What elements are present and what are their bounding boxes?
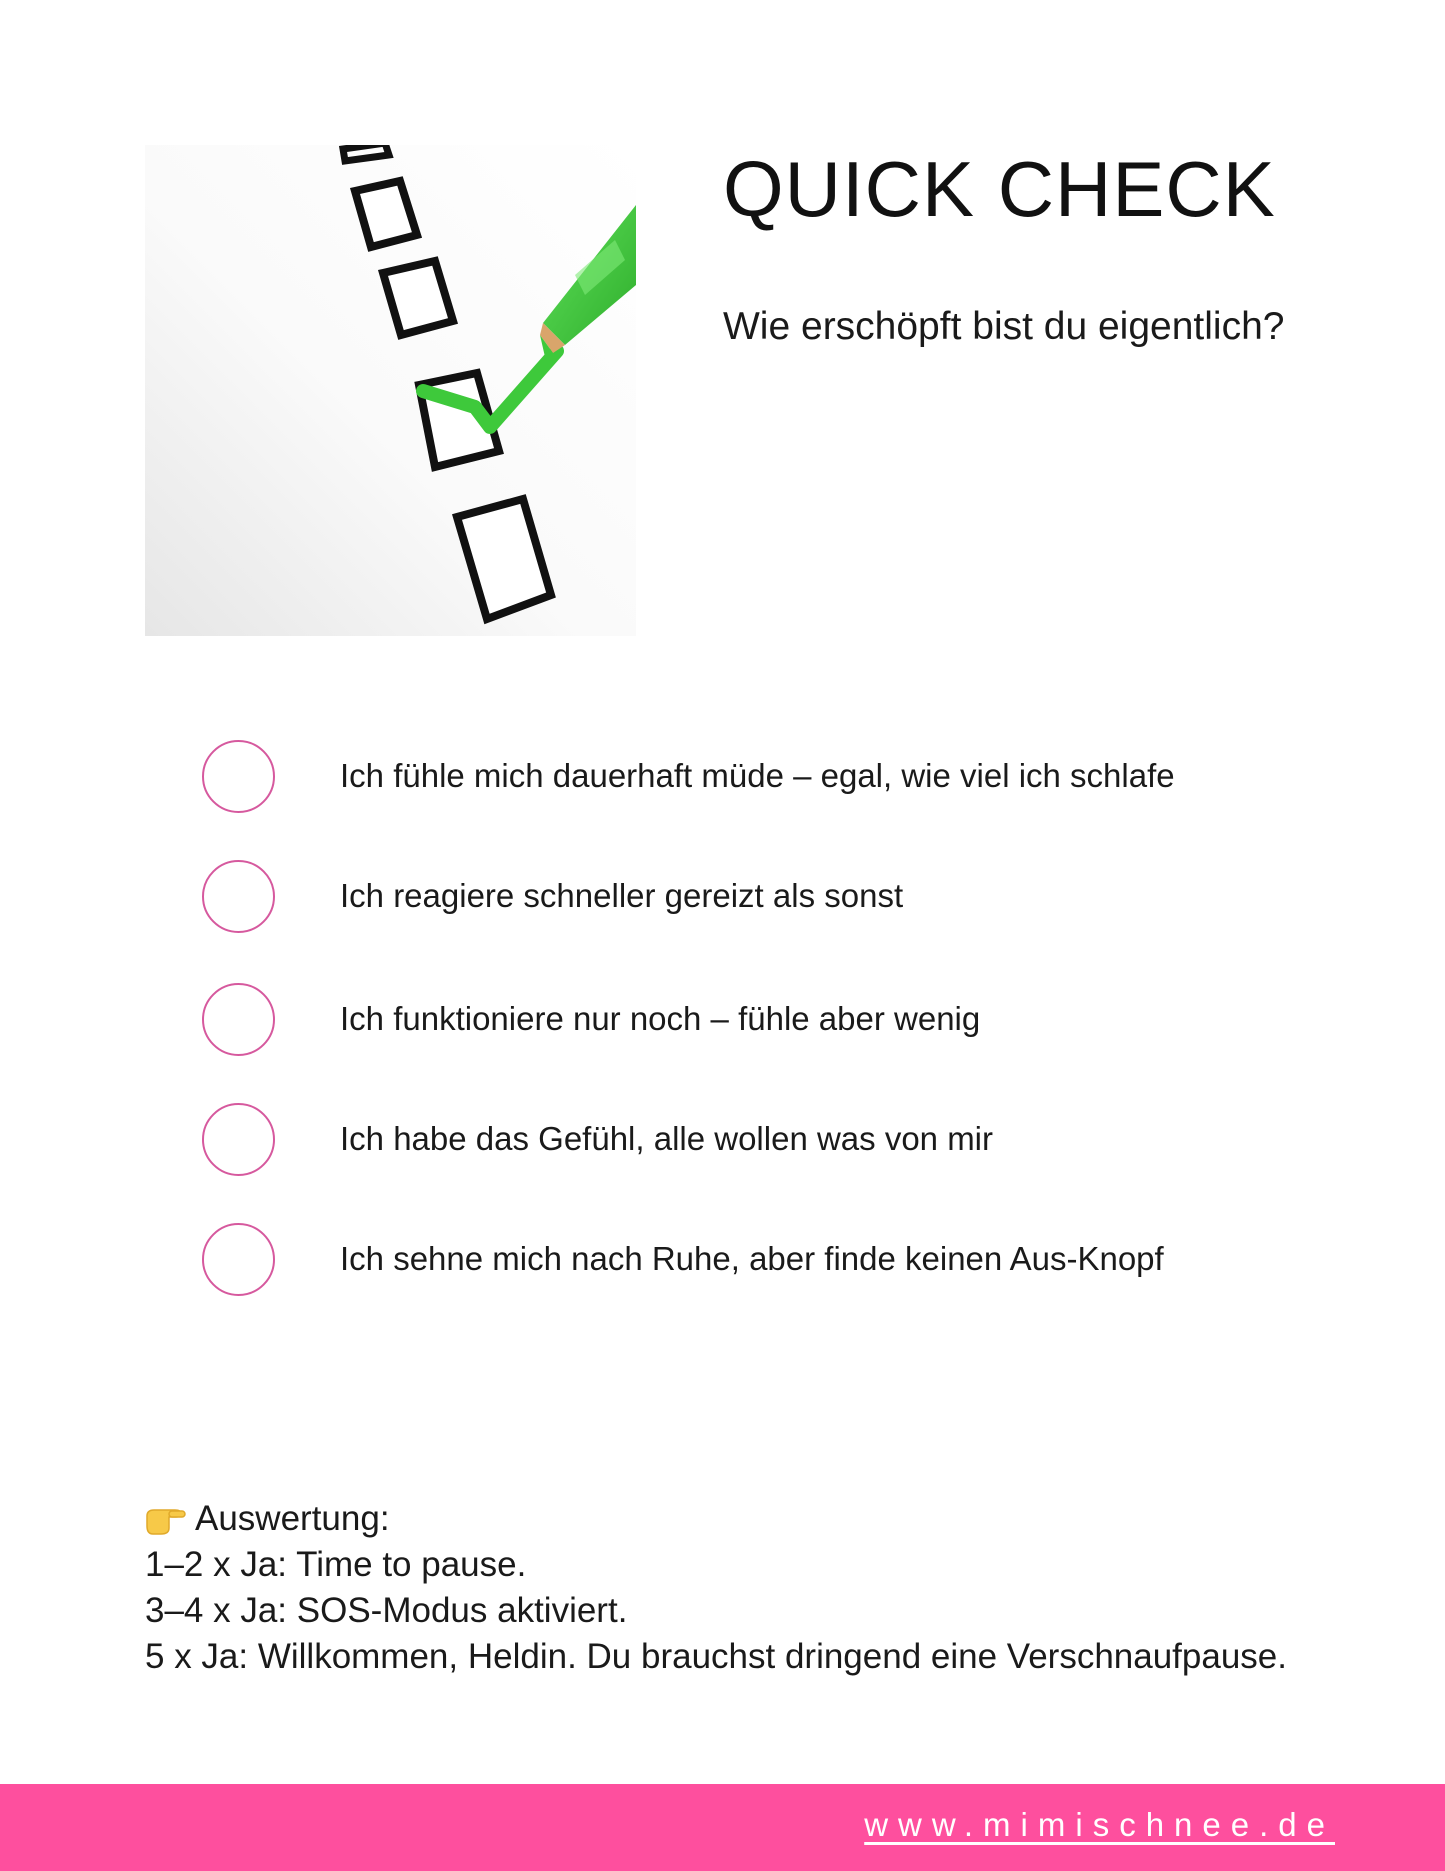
evaluation-line: 5 x Ja: Willkommen, Heldin. Du brauchst dringend eine Verschnaufpause. xyxy=(145,1637,1287,1676)
checklist-item xyxy=(200,858,1330,938)
checklist-item-label: Ich fühle mich dauerhaft müde – egal, wie viel ich schlafe xyxy=(340,757,1175,794)
checkbox-circle[interactable] xyxy=(202,740,275,813)
evaluation-section xyxy=(145,1496,1295,1680)
checklist-item-label: Ich reagiere schneller gereizt als sonst xyxy=(340,877,904,914)
checkbox-circle[interactable] xyxy=(202,1103,275,1176)
checklist-item xyxy=(200,1221,1330,1301)
checklist-item xyxy=(200,1101,1330,1181)
footer-bar xyxy=(0,1784,1445,1871)
evaluation-line: 1–2 x Ja: Time to pause. xyxy=(145,1545,527,1584)
page-title: QUICK CHECK xyxy=(723,145,1276,233)
evaluation-heading: Auswertung: xyxy=(195,1499,390,1538)
checklist-item-label: Ich sehne mich nach Ruhe, aber finde keinen Aus-Knopf xyxy=(340,1240,1164,1277)
evaluation-heading-row xyxy=(145,1496,1295,1542)
checklist-item-label: Ich habe das Gefühl, alle wollen was von mir xyxy=(340,1120,994,1157)
page-subtitle: Wie erschöpft bist du eigentlich? xyxy=(723,305,1285,348)
checkbox-circle[interactable] xyxy=(202,860,275,933)
evaluation-line: 3–4 x Ja: SOS-Modus aktiviert. xyxy=(145,1591,628,1630)
checklist-item-label: Ich funktioniere nur noch – fühle aber wenig xyxy=(340,1000,981,1037)
checklist-item xyxy=(200,981,1330,1061)
checkbox-circle[interactable] xyxy=(202,983,275,1056)
hero-image xyxy=(145,145,636,636)
pointing-hand-icon xyxy=(145,1502,187,1536)
checkbox-circle[interactable] xyxy=(202,1223,275,1296)
checkbox-with-green-pencil-icon xyxy=(145,145,636,636)
website-link[interactable]: www.mimischnee.de xyxy=(864,1806,1335,1843)
checklist-item xyxy=(200,738,1330,818)
